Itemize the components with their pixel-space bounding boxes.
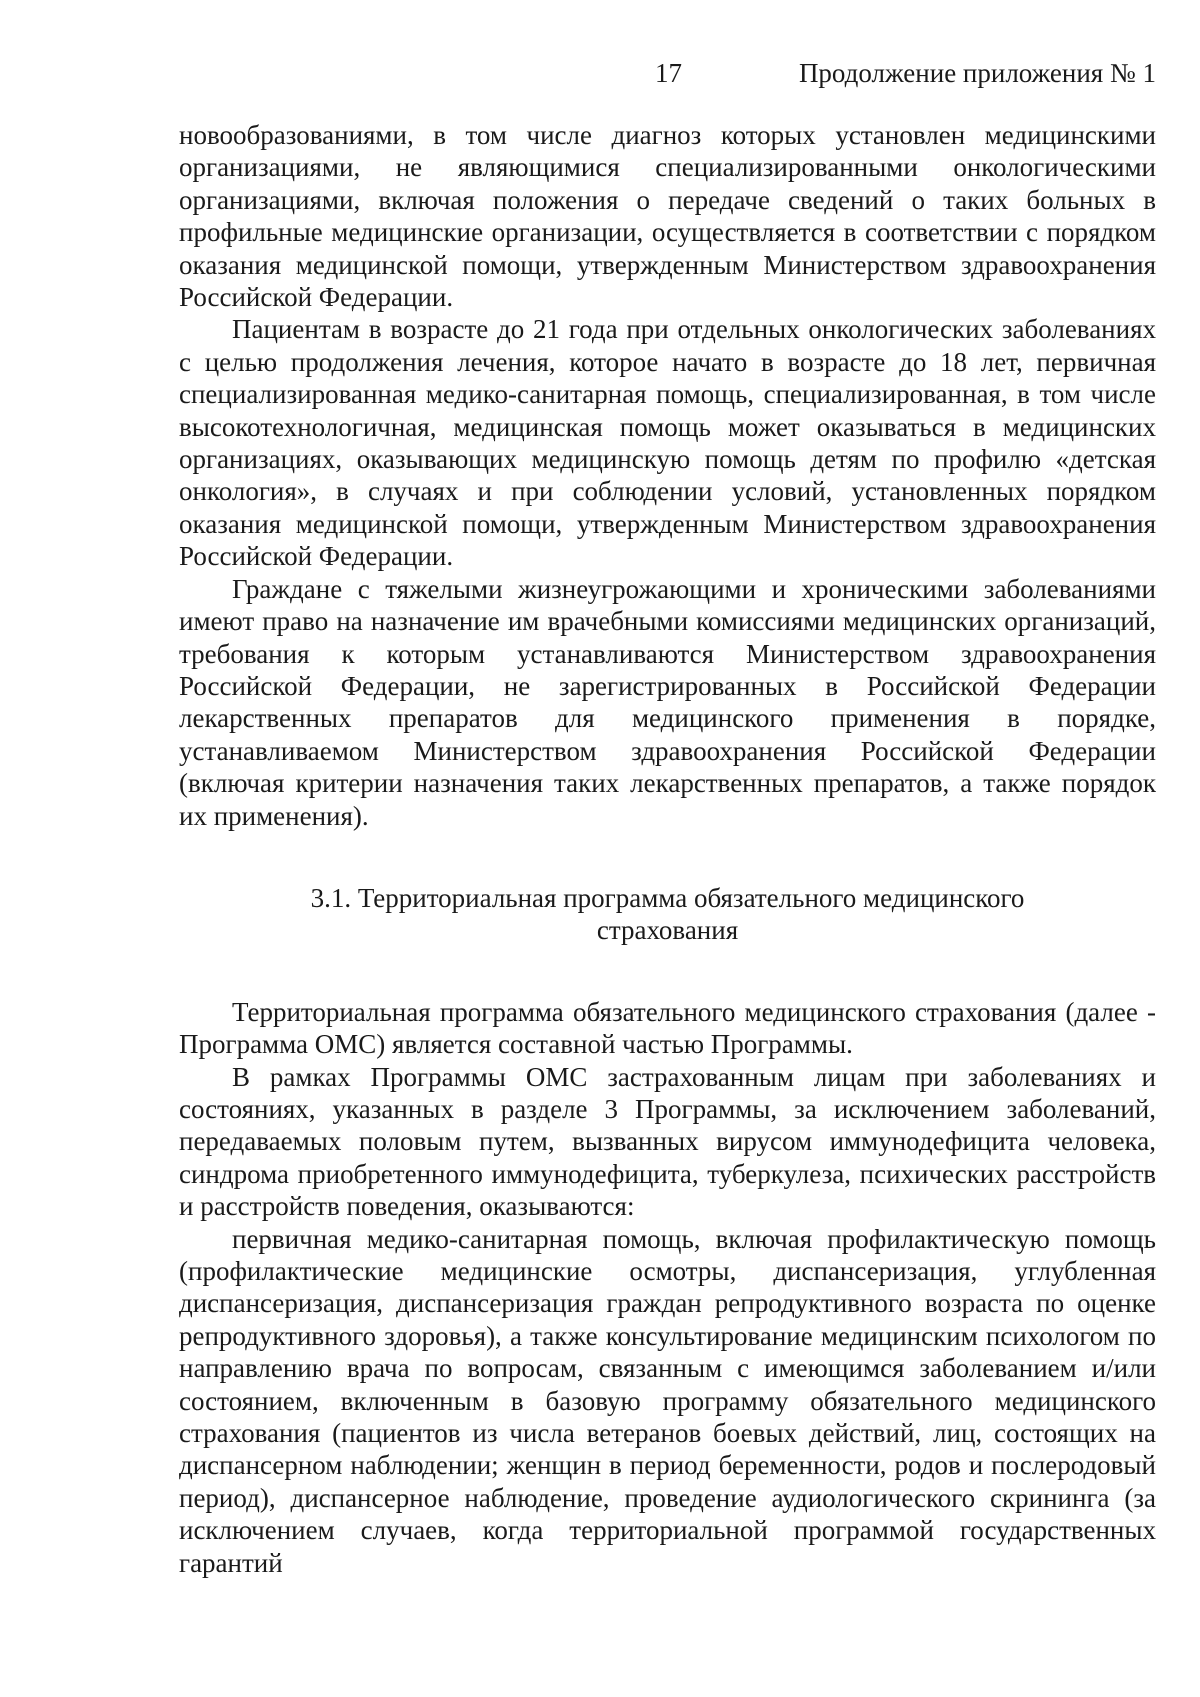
paragraph-2: Пациентам в возрасте до 21 года при отдельных онкологических заболеваниях с целью продолжения лечения, которое начато в возрасте до 18 лет, первичная специализированная медико-санитарная помощь, специализированная, в том числе высокотехнологичная, медицинская помощь может оказываться в медицинских организациях, оказывающих медицинскую помощь детям по профилю «детская онкология», в случаях и при соблюдении условий, установленных порядком оказания медицинской помощи, утвержденным Министерством здравоохранения Российской Федерации. (179, 314, 1156, 572)
paragraph-1: новообразованиями, в том числе диагноз которых установлен медицинскими организациями, не являющимися специализированными онкологическими организациями, включая положения о передаче сведений о таких больных в профильные медицинские организации, осуществляется в соответствии с порядком оказания медицинской помощи, утвержденным Министерством здравоохранения Российской Федерации. (179, 120, 1156, 313)
page-header (0, 58, 1200, 98)
section-heading: 3.1. Территориальная программа обязательного медицинского страхования (310, 882, 1025, 946)
appendix-continuation-label: Продолжение приложения № 1 (798, 58, 1156, 88)
paragraph-3: Граждане с тяжелыми жизнеугрожающими и хроническими заболеваниями имеют право на назначение им врачебными комиссиями медицинских организаций, требования к которым устанавливаются Министерством здравоохранения Российской Федерации, не зарегистрированных в Российской Федерации лекарственных препаратов для медицинского применения в порядке, устанавливаемом Министерством здравоохранения Российской Федерации (включая критерии назначения таких лекарственных препаратов, а также порядок их применения). (179, 573, 1156, 831)
page-number: 17 (655, 58, 682, 88)
paragraph-5: В рамках Программы ОМС застрахованным лицам при заболеваниях и состояниях, указанных в разделе 3 Программы, за исключением заболеваний, передаваемых половым путем, вызванных вирусом иммунодефицита человека, синдрома приобретенного иммунодефицита, туберкулеза, психических расстройств и расстройств поведения, оказываются: (179, 1061, 1156, 1222)
paragraph-4: Территориальная программа обязательного медицинского страхования (далее - Программа ОМС) является составной частью Программы. (179, 996, 1156, 1060)
document-body (179, 119, 1156, 1579)
paragraph-6: первичная медико-санитарная помощь, включая профилактическую помощь (профилактические медицинские осмотры, диспансеризация, углубленная диспансеризация, диспансеризация граждан репродуктивного возраста по оценке репродуктивного здоровья), а также консультирование медицинским психологом по направлению врача по вопросам, связанным с имеющимся заболеванием и/или состоянием, включенным в базовую программу обязательного медицинского страхования (пациентов из числа ветеранов боевых действий, лиц, состоящих на диспансерном наблюдении; женщин в период беременности, родов и послеродовый период), диспансерное наблюдение, проведение аудиологического скрининга (за исключением случаев, когда территориальной программой государственных гарантий (179, 1223, 1156, 1578)
